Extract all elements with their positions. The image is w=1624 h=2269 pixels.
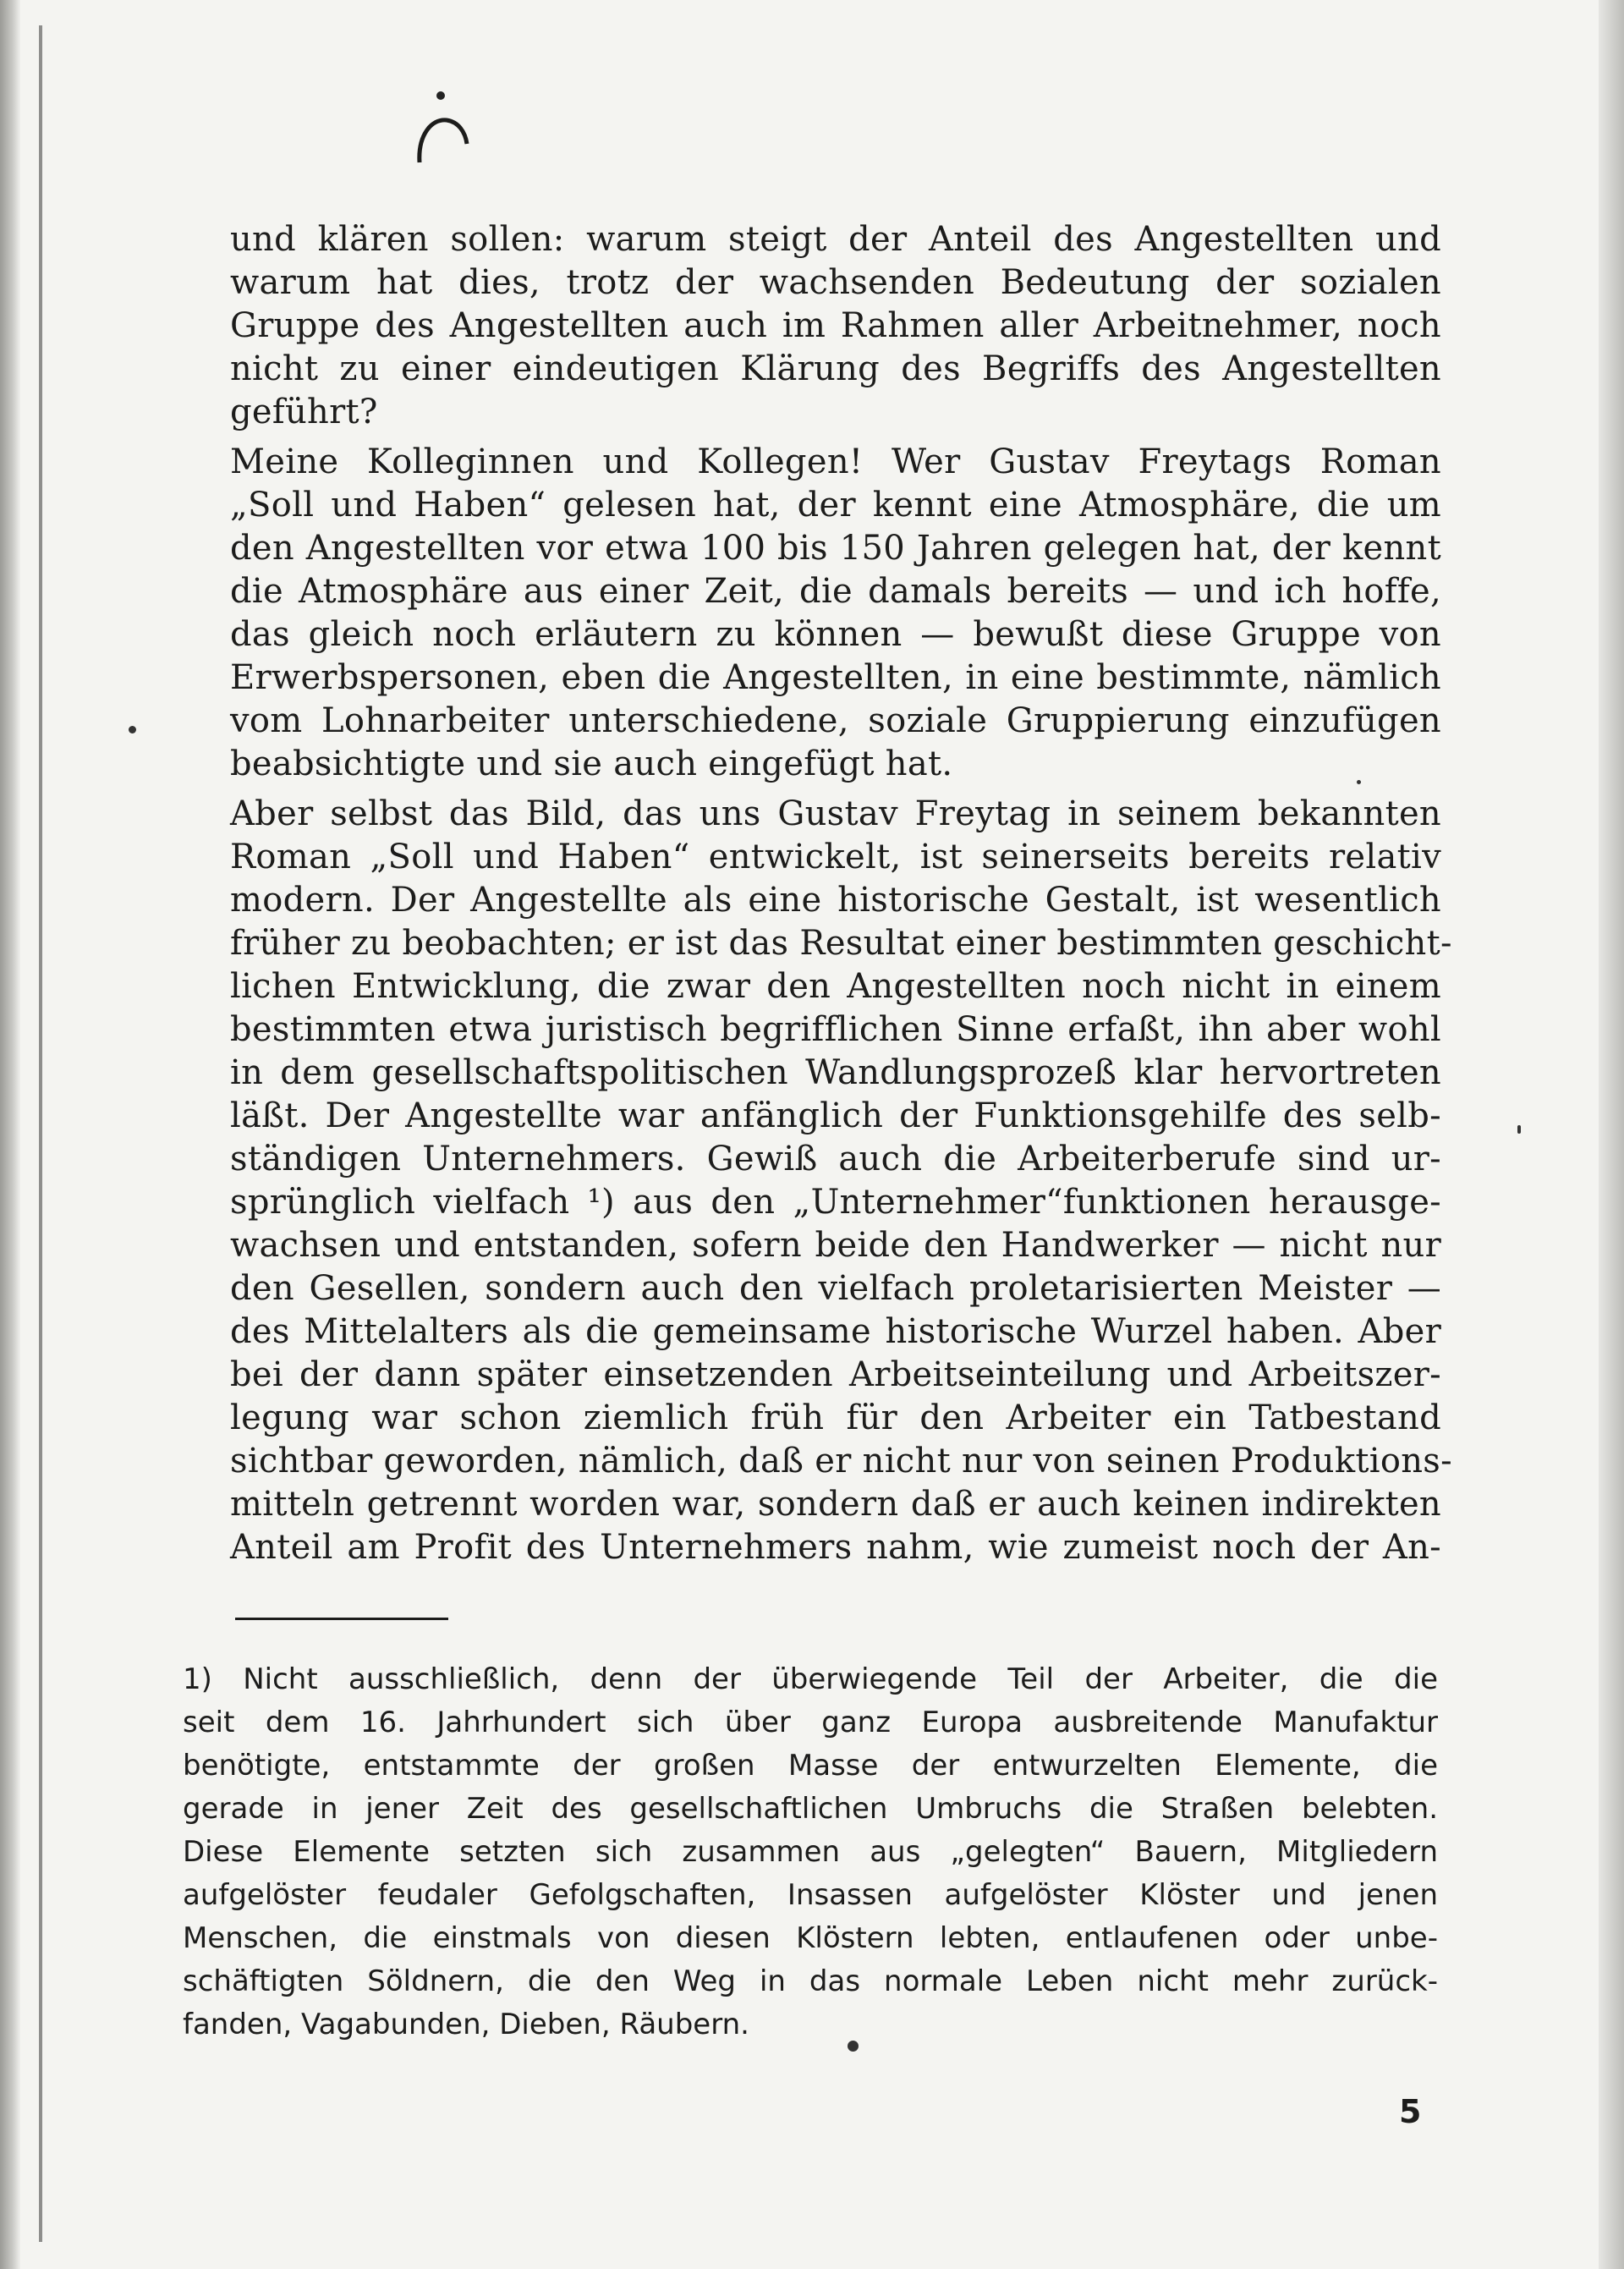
paragraph-3 (230, 793, 1452, 1569)
page-right-edge (1599, 0, 1624, 2269)
text-line: läßt. Der Angestellte war anfänglich der Funktionsgehilfe des selb- (230, 1096, 1441, 1135)
ink-speck (129, 726, 136, 733)
text-line: in dem gesellschaftspolitischen Wandlungsprozeß klar hervortreten (230, 1053, 1441, 1092)
text-line: „Soll und Haben“ gelesen hat, der kennt eine Atmosphäre, die um (230, 486, 1441, 525)
margin-scratch-line (39, 25, 42, 2242)
text-line: lichen Entwicklung, die zwar den Angestellten noch nicht in einem (230, 967, 1441, 1006)
paragraph-1 (230, 218, 1441, 434)
main-text (230, 218, 1452, 1569)
text-line: Roman „Soll und Haben“ entwickelt, ist seinerseits bereits relativ (230, 838, 1441, 876)
footnote-line: benötigte, entstammte der großen Masse der entwurzelten Elemente, die (183, 1749, 1438, 1783)
text-line: Meine Kolleginnen und Kollegen! Wer Gustav Freytags Roman (230, 442, 1441, 481)
text-line: bei der dann später einsetzenden Arbeitseinteilung und Arbeitszer- (230, 1355, 1441, 1394)
ink-speck (1517, 1125, 1521, 1134)
footnote-line: 1) Nicht ausschließlich, denn der überwiegende Teil der Arbeiter, die die (183, 1662, 1438, 1696)
footnote-line: Diese Elemente setzten sich zusammen aus „gelegten“ Bauern, Mitgliedern (183, 1835, 1438, 1869)
footnote-line: Menschen, die einstmals von diesen Klöstern lebten, entlaufenen oder unbe- (183, 1921, 1438, 1955)
text-line: wachsen und entstanden, sofern beide den Handwerker — nicht nur (230, 1226, 1441, 1265)
text-line: des Mittelalters als die gemeinsame historische Wurzel haben. Aber (230, 1312, 1441, 1351)
text-line: die Atmosphäre aus einer Zeit, die damals bereits — und ich hoffe, (230, 572, 1441, 611)
text-line: geführt? (230, 393, 378, 431)
footnote-separator (235, 1618, 448, 1620)
text-line: ständigen Unternehmers. Gewiß auch die Arbeiterberufe sind ur- (230, 1140, 1441, 1178)
text-line: sprünglich vielfach ¹) aus den „Unternehmer“funktionen herausge- (230, 1183, 1441, 1222)
text-line: den Gesellen, sondern auch den vielfach proletarisierten Meister — (230, 1269, 1441, 1308)
ink-speck (848, 2041, 859, 2052)
text-line: und klären sollen: warum steigt der Anteil des Angestellten und (230, 220, 1441, 259)
footnote-line: fanden, Vagabunden, Dieben, Räubern. (183, 2008, 749, 2041)
text-line: mitteln getrennt worden war, sondern daß er auch keinen indirekten (230, 1485, 1441, 1524)
text-line: nicht zu einer eindeutigen Klärung des Begriffs des Angestellten (230, 349, 1441, 388)
text-line: Gruppe des Angestellten auch im Rahmen aller Arbeitnehmer, noch (230, 306, 1441, 345)
paragraph-2 (230, 441, 1441, 786)
footnote-line: aufgelöster feudaler Gefolgschaften, Insassen aufgelöster Klöster und jenen (183, 1878, 1438, 1912)
punch-mark-dot (436, 91, 445, 100)
text-line: bestimmten etwa juristisch begrifflichen Sinne erfaßt, ihn aber wohl (230, 1010, 1441, 1049)
text-line: das gleich noch erläutern zu können — bewußt diese Gruppe von (230, 615, 1441, 654)
text-line: den Angestellten vor etwa 100 bis 150 Jahren gelegen hat, der kennt (230, 529, 1441, 568)
text-line: warum hat dies, trotz der wachsenden Bedeutung der sozialen (230, 263, 1441, 302)
footnote-line: seit dem 16. Jahrhundert sich über ganz Europa ausbreitende Manufaktur (183, 1706, 1438, 1739)
page-number: 5 (1399, 2093, 1422, 2130)
text-line: modern. Der Angestellte als eine historische Gestalt, ist wesentlich (230, 881, 1441, 920)
text-line: sichtbar geworden, nämlich, daß er nicht nur von seinen Produktions- (230, 1442, 1452, 1481)
punch-hole-arc (413, 110, 472, 169)
footnote-line: schäftigten Söldnern, die den Weg in das normale Leben nicht mehr zurück- (183, 1964, 1438, 1998)
text-line: Anteil am Profit des Unternehmers nahm, wie zumeist noch der An- (230, 1528, 1441, 1567)
ink-speck (1357, 780, 1361, 784)
text-line: Aber selbst das Bild, das uns Gustav Freytag in seinem bekannten (230, 794, 1441, 833)
footnote-line: gerade in jener Zeit des gesellschaftlichen Umbruchs die Straßen belebten. (183, 1792, 1438, 1826)
text-line: legung war schon ziemlich früh für den Arbeiter ein Tatbestand (230, 1398, 1441, 1437)
text-line: Erwerbspersonen, eben die Angestellten, in eine bestimmte, nämlich (230, 658, 1441, 697)
text-line: früher zu beobachten; er ist das Resultat einer bestimmten geschicht- (230, 924, 1452, 963)
text-line: beabsichtigte und sie auch eingefügt hat. (230, 744, 953, 783)
text-line: vom Lohnarbeiter unterschiedene, soziale Gruppierung einzufügen (230, 701, 1441, 740)
footnote (183, 1658, 1438, 2046)
page-binding-shadow (0, 0, 20, 2269)
